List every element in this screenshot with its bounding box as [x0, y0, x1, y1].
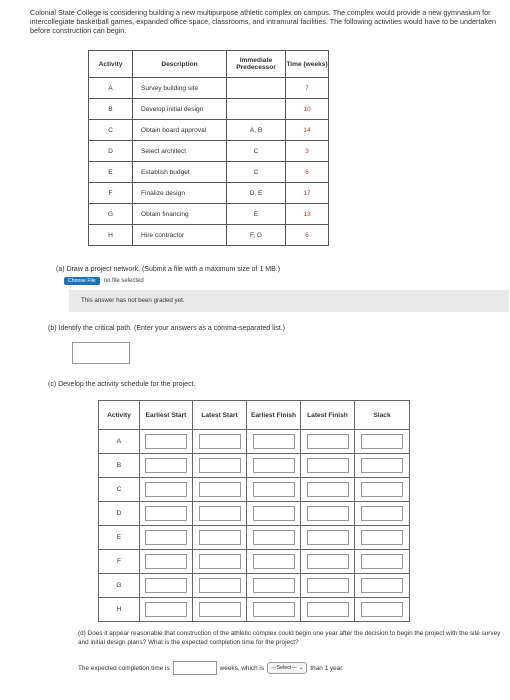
latest-finish-cell [301, 502, 355, 526]
activity-cell: E [89, 162, 133, 183]
earliest-finish-input[interactable] [253, 434, 295, 449]
slack-input[interactable] [361, 434, 403, 449]
description-cell: Survey building site [133, 78, 227, 99]
header-description: Description [133, 51, 227, 78]
schedule-activity-cell: B [99, 454, 140, 478]
latest-start-cell [193, 454, 247, 478]
schedule-header-es: Earliest Start [140, 401, 193, 430]
schedule-activity-cell: F [99, 550, 140, 574]
time-cell: 17 [286, 183, 329, 204]
schedule-activity-cell: C [99, 478, 140, 502]
latest-finish-input[interactable] [307, 554, 349, 569]
schedule-header-activity: Activity [99, 401, 140, 430]
earliest-start-cell [140, 454, 193, 478]
schedule-activity-cell: A [99, 430, 140, 454]
question-a: (a) Draw a project network. (Submit a file with a maximum size of 1 MB.) [56, 266, 281, 273]
latest-start-input[interactable] [199, 530, 241, 545]
schedule-header-ef: Earliest Finish [247, 401, 301, 430]
earliest-finish-input[interactable] [253, 578, 295, 593]
schedule-activity-cell: E [99, 526, 140, 550]
latest-start-cell [193, 502, 247, 526]
latest-finish-input[interactable] [307, 530, 349, 545]
activity-row [89, 225, 329, 246]
description-cell: Establish budget [133, 162, 227, 183]
latest-finish-cell [301, 430, 355, 454]
time-cell: 3 [286, 141, 329, 162]
latest-start-input[interactable] [199, 434, 241, 449]
slack-cell [355, 550, 410, 574]
latest-finish-input[interactable] [307, 434, 349, 449]
latest-finish-input[interactable] [307, 578, 349, 593]
activity-row [89, 183, 329, 204]
slack-cell [355, 502, 410, 526]
latest-finish-input[interactable] [307, 602, 349, 617]
earliest-finish-input[interactable] [253, 458, 295, 473]
description-cell: Hire contractor [133, 225, 227, 246]
schedule-row [99, 454, 410, 478]
schedule-row [99, 430, 410, 454]
earliest-finish-input[interactable] [253, 506, 295, 521]
predecessor-cell: C [227, 162, 286, 183]
header-time: Time (weeks) [286, 51, 329, 78]
latest-finish-cell [301, 574, 355, 598]
earliest-finish-cell [247, 598, 301, 622]
time-cell: 10 [286, 99, 329, 120]
activity-row [89, 120, 329, 141]
slack-input[interactable] [361, 530, 403, 545]
latest-finish-cell [301, 478, 355, 502]
activity-cell: F [89, 183, 133, 204]
activity-row [89, 162, 329, 183]
schedule-row [99, 526, 410, 550]
schedule-header-slack: Slack [355, 401, 410, 430]
activity-cell: B [89, 99, 133, 120]
completion-mid: weeks, which is [219, 664, 265, 672]
latest-start-cell [193, 574, 247, 598]
earliest-start-input[interactable] [145, 506, 187, 521]
earliest-start-input[interactable] [145, 578, 187, 593]
schedule-row [99, 574, 410, 598]
earliest-finish-cell [247, 430, 301, 454]
description-cell: Develop initial design [133, 99, 227, 120]
activity-row [89, 99, 329, 120]
slack-input[interactable] [361, 554, 403, 569]
schedule-table [98, 400, 410, 622]
schedule-row [99, 478, 410, 502]
predecessor-cell: C [227, 141, 286, 162]
earliest-finish-cell [247, 550, 301, 574]
file-upload-row [64, 277, 144, 285]
schedule-row [99, 502, 410, 526]
latest-start-cell [193, 550, 247, 574]
slack-input[interactable] [361, 578, 403, 593]
activity-cell: A [89, 78, 133, 99]
activity-cell: G [89, 204, 133, 225]
question-b: (b) Identify the critical path. (Enter your answers as a comma-separated list.) [48, 325, 285, 332]
time-cell: 6 [286, 162, 329, 183]
activity-row [89, 78, 329, 99]
schedule-header-lf: Latest Finish [301, 401, 355, 430]
comparison-select[interactable] [267, 662, 307, 674]
completion-time-input[interactable] [173, 661, 217, 675]
earliest-finish-input[interactable] [253, 482, 295, 497]
activity-cell: D [89, 141, 133, 162]
earliest-start-cell [140, 598, 193, 622]
earliest-start-cell [140, 478, 193, 502]
earliest-start-cell [140, 526, 193, 550]
time-cell: 14 [286, 120, 329, 141]
earliest-finish-cell [247, 502, 301, 526]
choose-file-button[interactable]: Choose File [64, 277, 100, 285]
schedule-activity-cell: D [99, 502, 140, 526]
schedule-activity-cell: H [99, 598, 140, 622]
latest-start-input[interactable] [199, 482, 241, 497]
earliest-finish-input[interactable] [253, 602, 295, 617]
question-d: (d) Does it appear reasonable that construction of the athletic complex could begin one year after the decision to begin the project with the site survey and initial design plans? What is the expected completion time for the project? [78, 630, 501, 646]
earliest-start-cell [140, 430, 193, 454]
latest-start-cell [193, 478, 247, 502]
problem-intro: Colonial State College is considering building a new multipurpose athletic complex on campus. The complex would provide a new gymnasium for intercollegiate basketball games, expanded office space, classrooms, and intramural facilities. The following activities would have to be undertaken before construction can begin. [30, 8, 496, 36]
predecessor-cell: D, E [227, 183, 286, 204]
predecessor-cell: F, G [227, 225, 286, 246]
earliest-start-cell [140, 574, 193, 598]
slack-cell [355, 430, 410, 454]
activity-row [89, 141, 329, 162]
critical-path-input[interactable] [72, 342, 130, 364]
slack-input[interactable] [361, 602, 403, 617]
no-file-label: no file selected [103, 278, 144, 284]
slack-cell [355, 454, 410, 478]
predecessor-cell [227, 78, 286, 99]
slack-input[interactable] [361, 506, 403, 521]
earliest-start-cell [140, 550, 193, 574]
earliest-finish-input[interactable] [253, 530, 295, 545]
schedule-activity-cell: G [99, 574, 140, 598]
earliest-finish-cell [247, 574, 301, 598]
slack-cell [355, 478, 410, 502]
earliest-start-cell [140, 502, 193, 526]
activity-cell: H [89, 225, 133, 246]
latest-finish-input[interactable] [307, 506, 349, 521]
latest-start-input[interactable] [199, 506, 241, 521]
latest-start-input[interactable] [199, 554, 241, 569]
question-c: (c) Develop the activity schedule for the project. [48, 381, 196, 388]
slack-input[interactable] [361, 482, 403, 497]
completion-suffix: than 1 year. [310, 664, 344, 672]
time-cell: 6 [286, 225, 329, 246]
latest-finish-cell [301, 454, 355, 478]
activity-cell: C [89, 120, 133, 141]
earliest-finish-cell [247, 478, 301, 502]
earliest-start-input[interactable] [145, 530, 187, 545]
latest-start-cell [193, 598, 247, 622]
slack-cell [355, 598, 410, 622]
header-activity: Activity [89, 51, 133, 78]
chevron-down-icon: ⌄ [298, 665, 304, 671]
schedule-row [99, 598, 410, 622]
earliest-start-input[interactable] [145, 554, 187, 569]
time-cell: 7 [286, 78, 329, 99]
schedule-header-ls: Latest Start [193, 401, 247, 430]
slack-cell [355, 574, 410, 598]
earliest-finish-cell [247, 526, 301, 550]
earliest-start-input[interactable] [145, 482, 187, 497]
slack-cell [355, 526, 410, 550]
earliest-finish-input[interactable] [253, 554, 295, 569]
header-predecessor: Immediate Predecessor [227, 51, 286, 78]
earliest-finish-cell [247, 454, 301, 478]
description-cell: Finalize design [133, 183, 227, 204]
completion-prefix: The expected completion time is [78, 664, 170, 672]
latest-finish-cell [301, 550, 355, 574]
latest-start-input[interactable] [199, 578, 241, 593]
activity-row [89, 204, 329, 225]
latest-start-cell [193, 526, 247, 550]
latest-finish-input[interactable] [307, 458, 349, 473]
latest-finish-cell [301, 598, 355, 622]
earliest-start-input[interactable] [145, 602, 187, 617]
earliest-start-input[interactable] [145, 458, 187, 473]
time-cell: 13 [286, 204, 329, 225]
description-cell: Obtain financing [133, 204, 227, 225]
slack-input[interactable] [361, 458, 403, 473]
description-cell: Select architect [133, 141, 227, 162]
latest-finish-cell [301, 526, 355, 550]
latest-start-cell [193, 430, 247, 454]
earliest-start-input[interactable] [145, 434, 187, 449]
description-cell: Obtain board approval [133, 120, 227, 141]
activity-table [88, 50, 329, 246]
predecessor-cell [227, 99, 286, 120]
latest-start-input[interactable] [199, 458, 241, 473]
completion-row [78, 661, 344, 675]
predecessor-cell: A, B [227, 120, 286, 141]
schedule-row [99, 550, 410, 574]
select-label: ---Select--- [271, 665, 297, 671]
latest-finish-input[interactable] [307, 482, 349, 497]
latest-start-input[interactable] [199, 602, 241, 617]
graded-status-box [69, 290, 509, 312]
predecessor-cell: E [227, 204, 286, 225]
graded-status-text: This answer has not been graded yet. [81, 297, 185, 304]
